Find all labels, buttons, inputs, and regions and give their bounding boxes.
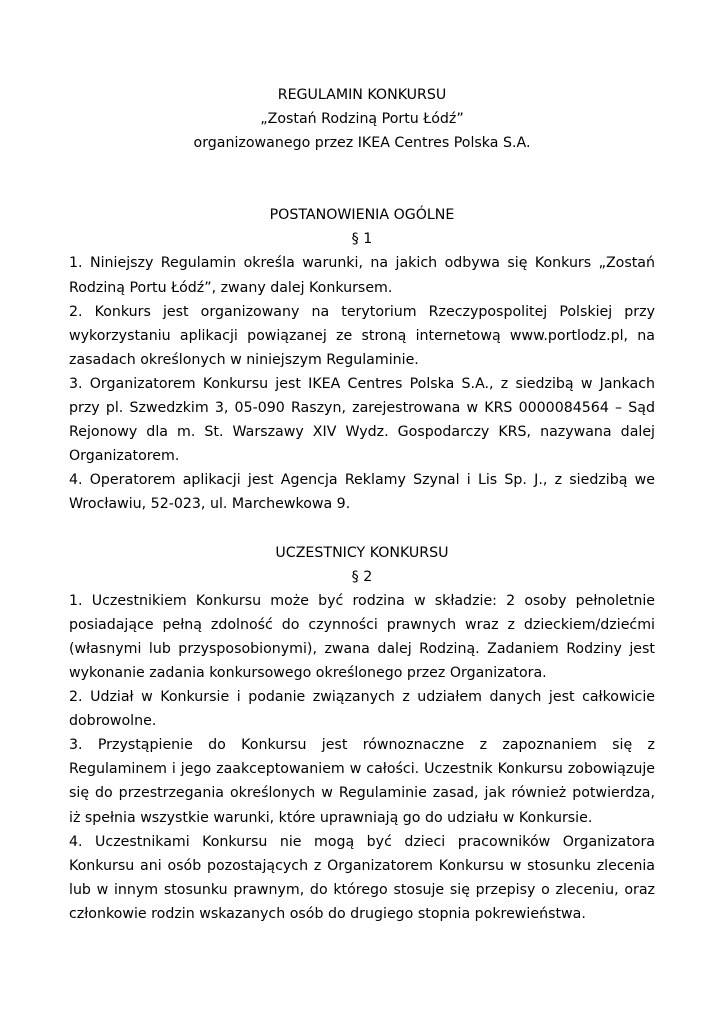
section-point: 2. Konkurs jest organizowany na terytorium Rzeczypospolitej Polskiej przy wykorzystaniu aplikacji powiązanej ze stroną internetową www.portlodz.pl, na zasadach określonych w niniejszym Regulaminie. [69, 303, 655, 368]
section-point: 3. Przystąpienie do Konkursu jest równoznaczne z zapoznaniem się z Regulaminem i jego zaakceptowaniem w całości. Uczestnik Konkursu zobowiązuje się do przestrzegania określonych w Regulaminie zasad, jak również potwierdza, iż spełnia wszystkie warunki, które uprawniają go do udziału w Konkursie. [69, 737, 655, 826]
spacer [69, 517, 655, 541]
section-heading: POSTANOWIENIA OGÓLNE [269, 207, 455, 224]
section-heading: UCZESTNICY KONKURSU [275, 544, 449, 561]
section-point: 3. Organizatorem Konkursu jest IKEA Centres Polska S.A., z siedzibą w Jankach przy pl. Szwedzkim 3, 05-090 Raszyn, zarejestrowana w KRS 0000084564 – Sąd Rejonowy dla m. St. Warszawy XIV Wydz. Gospodarczy KRS, nazywana dalej Organizatorem. [69, 375, 655, 465]
section-point: 4. Uczestnikami Konkursu nie mogą być dzieci pracowników Organizatora Konkursu ani osób pozostających z Organizatorem Konkursu w stosunku zlecenia lub w innym stosunku prawnym, do którego stosuje się przepisy o zleceniu, oraz członkowie rodzin wskazanych osób do drugiego stopnia pokrewieństwa. [69, 833, 655, 922]
paragraph-mark: § 2 [351, 568, 373, 585]
section-point: 2. Udział w Konkursie i podanie związanych z udziałem danych jest całkowicie dobrowolne. [69, 689, 655, 730]
section-point: 4. Operatorem aplikacji jest Agencja Reklamy Szynal i Lis Sp. J., z siedzibą we Wrocławiu, 52-023, ul. Marchewkowa 9. [69, 472, 655, 513]
section-point: 1. Uczestnikiem Konkursu może być rodzina w składzie: 2 osoby pełnoletnie posiadające pełną zdolność do czynności prawnych wraz z dzieckiem/dziećmi (własnymi lub przysposobionymi), zwana dalej Rodziną. Zadaniem Rodziny jest wykonanie zadania konkursowego określonego przez Organizatora. [69, 592, 655, 681]
document-page [69, 83, 655, 926]
paragraph-mark: § 1 [351, 231, 373, 248]
title-line-2: „Zostań Rodziną Portu Łódź” [260, 111, 464, 128]
title-line-3: organizowanego przez IKEA Centres Polska S.A. [193, 135, 531, 152]
title-line-1: REGULAMIN KONKURSU [277, 87, 447, 103]
section-point: 1. Niniejszy Regulamin określa warunki, na jakich odbywa się Konkurs „Zostań Rodziną Portu Łódź”, zwany dalej Konkursem. [69, 255, 655, 296]
section-general-provisions [69, 203, 655, 516]
section-participants [69, 541, 655, 927]
document-title [69, 83, 655, 155]
spacer [69, 155, 655, 203]
